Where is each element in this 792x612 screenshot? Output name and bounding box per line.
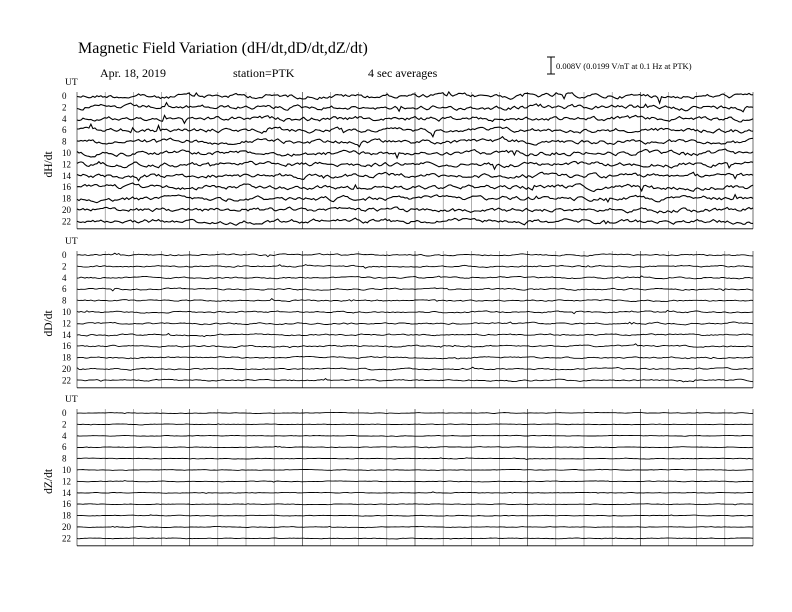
hour-tick-label: 22	[62, 533, 71, 544]
hour-tick-label: 0	[62, 408, 67, 418]
hour-tick-label: 10	[62, 148, 71, 158]
hour-tick-label: 2	[62, 102, 67, 113]
panels-group	[43, 78, 753, 546]
axis-unit-label: UT	[65, 395, 78, 405]
chart-title: Magnetic Field Variation (dH/dt,dD/dt,dZ/dt)	[78, 40, 368, 57]
hour-tick-label: 4	[62, 430, 67, 441]
panel-ylabel: dD/dt	[43, 310, 55, 337]
hour-tick-label: 8	[62, 453, 67, 464]
hour-tick-label: 10	[62, 465, 71, 475]
hour-tick-label: 16	[62, 499, 71, 510]
panel-dD-dt	[43, 237, 753, 388]
hour-tick-label: 16	[62, 182, 71, 193]
hour-tick-label: 14	[62, 487, 71, 498]
trace-row-22	[77, 538, 753, 539]
hour-tick-label: 6	[62, 442, 67, 453]
hour-tick-label: 22	[62, 216, 71, 227]
hour-tick-label: 0	[62, 250, 67, 260]
hour-tick-label: 6	[62, 125, 67, 136]
hour-tick-label: 8	[62, 136, 67, 147]
panel-ylabel: dZ/dt	[43, 468, 55, 494]
scale-label: 0.008V (0.0199 V/nT at 0.1 Hz at PTK)	[556, 61, 692, 71]
hour-tick-label: 4	[62, 272, 67, 283]
hour-tick-label: 2	[62, 261, 67, 272]
chart-station: station=PTK	[233, 66, 295, 80]
hour-tick-label: 20	[62, 522, 71, 532]
panel-dZ-dt	[43, 395, 753, 546]
chart-averaging: 4 sec averages	[368, 66, 438, 80]
hour-tick-label: 12	[62, 318, 71, 329]
scale-bar	[547, 57, 692, 74]
axis-unit-label: UT	[65, 78, 78, 88]
hour-tick-label: 18	[62, 352, 71, 363]
hour-tick-label: 20	[62, 205, 71, 215]
hour-tick-label: 4	[62, 113, 67, 124]
hour-tick-label: 0	[62, 91, 67, 101]
hour-tick-label: 8	[62, 295, 67, 306]
hour-tick-label: 6	[62, 284, 67, 295]
hour-tick-label: 22	[62, 375, 71, 386]
hour-tick-label: 12	[62, 159, 71, 170]
panel-dH-dt	[43, 78, 753, 229]
trace-row-10	[77, 469, 753, 470]
axis-unit-label: UT	[65, 237, 78, 247]
panel-ylabel: dH/dt	[43, 151, 55, 178]
hour-tick-label: 2	[62, 419, 67, 430]
hour-tick-label: 18	[62, 510, 71, 521]
hour-tick-label: 16	[62, 341, 71, 352]
hour-tick-label: 14	[62, 329, 71, 340]
hour-tick-label: 20	[62, 364, 71, 374]
hour-tick-label: 10	[62, 307, 71, 317]
hour-tick-label: 18	[62, 193, 71, 204]
chart-date: Apr. 18, 2019	[100, 66, 166, 80]
hour-tick-label: 14	[62, 170, 71, 181]
hour-tick-label: 12	[62, 476, 71, 487]
